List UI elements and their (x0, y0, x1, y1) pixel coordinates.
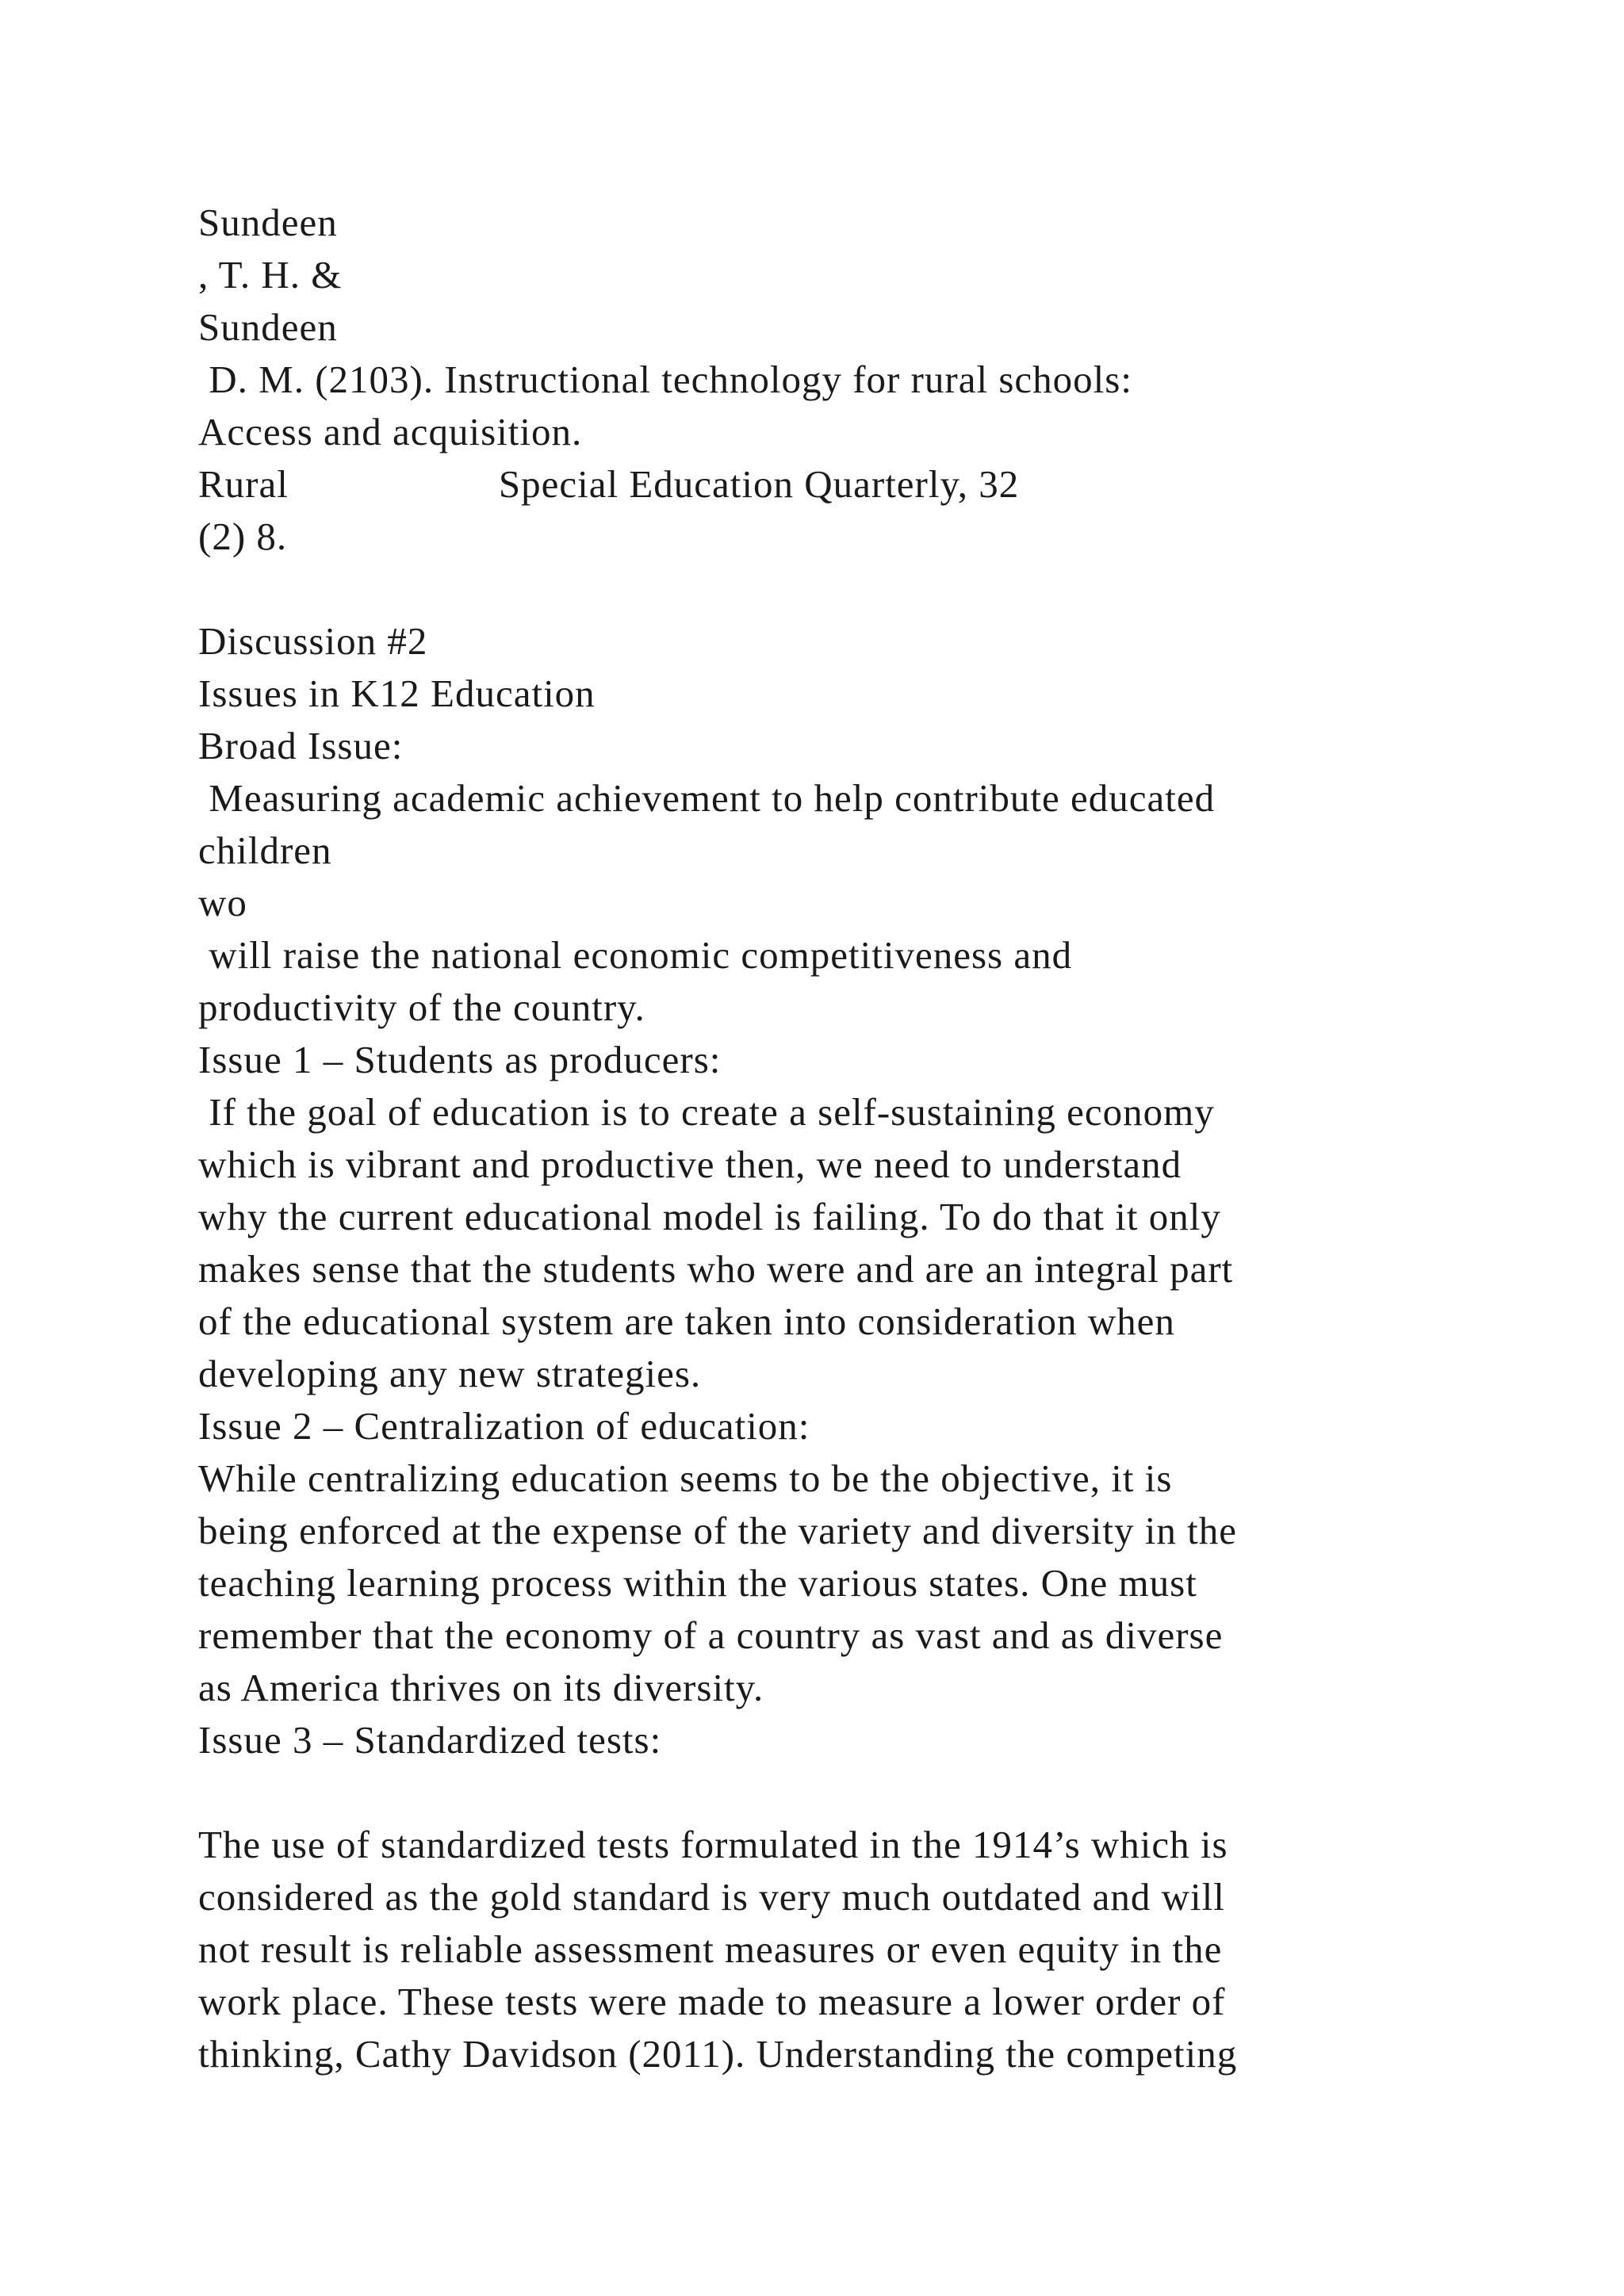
blank-line (198, 563, 1515, 615)
issue-3-text-line: thinking, Cathy Davidson (2011). Understanding the competing (198, 2032, 1238, 2076)
issue-1-text-line: developing any new strategies. (198, 1352, 702, 1395)
issue-2-text-line: While centralizing education seems to be the objective, it is (198, 1456, 1173, 1500)
reference-journal-line: Rural Special Education Quarterly, 32 (198, 462, 1020, 506)
broad-issue-text-line: children (198, 828, 332, 872)
issue-2-text-line: teaching learning process within the various states. One must (198, 1561, 1197, 1605)
blank-line (198, 1766, 1515, 1819)
issue-3-text-line: work place. These tests were made to measure a lower order of (198, 1980, 1226, 2023)
issue-1-label: Issue 1 – Students as producers: (198, 1038, 722, 1081)
broad-issue-text-line: productivity of the country. (198, 985, 645, 1029)
discussion-heading: Discussion #2 (198, 619, 428, 663)
issue-2-label: Issue 2 – Centralization of education: (198, 1404, 810, 1448)
reference-issue-line: (2) 8. (198, 515, 288, 558)
issue-1-text-line: why the current educational model is failing. To do that it only (198, 1195, 1221, 1238)
reference-author-line: Sundeen (198, 201, 338, 244)
reference-author-line: Sundeen (198, 305, 338, 349)
broad-issue-text-line: wo (198, 881, 247, 924)
issue-3-label: Issue 3 – Standardized tests: (198, 1718, 662, 1762)
issue-1-text-line: If the goal of education is to create a self-sustaining economy (198, 1090, 1215, 1134)
discussion-section (198, 615, 1515, 2080)
issue-1-text-line: makes sense that the students who were and are an integral part (198, 1247, 1234, 1291)
broad-issue-label: Broad Issue: (198, 724, 404, 767)
reference-citation-line: Access and acquisition. (198, 410, 583, 453)
issue-3-text-line: not result is reliable assessment measures or even equity in the (198, 1927, 1223, 1971)
issue-2-text-line: being enforced at the expense of the variety and diversity in the (198, 1509, 1237, 1552)
reference-author-initials: , T. H. & (198, 253, 343, 297)
broad-issue-text-line: will raise the national economic competitiveness and (198, 933, 1073, 977)
issue-1-text-line: of the educational system are taken into consideration when (198, 1299, 1175, 1343)
discussion-subheading: Issues in K12 Education (198, 672, 596, 715)
reference-entry (198, 197, 1515, 563)
issue-3-text-line: considered as the gold standard is very much outdated and will (198, 1875, 1225, 1919)
issue-2-text-line: remember that the economy of a country as vast and as diverse (198, 1613, 1224, 1657)
issue-2-text-line: as America thrives on its diversity. (198, 1666, 764, 1709)
issue-1-text-line: which is vibrant and productive then, we need to understand (198, 1142, 1182, 1186)
issue-3-text-line: The use of standardized tests formulated in the 1914’s which is (198, 1823, 1228, 1866)
document-body (198, 197, 1515, 2080)
reference-citation-line: D. M. (2103). Instructional technology for rural schools: (198, 358, 1132, 401)
broad-issue-text-line: Measuring academic achievement to help contribute educated (198, 776, 1216, 820)
